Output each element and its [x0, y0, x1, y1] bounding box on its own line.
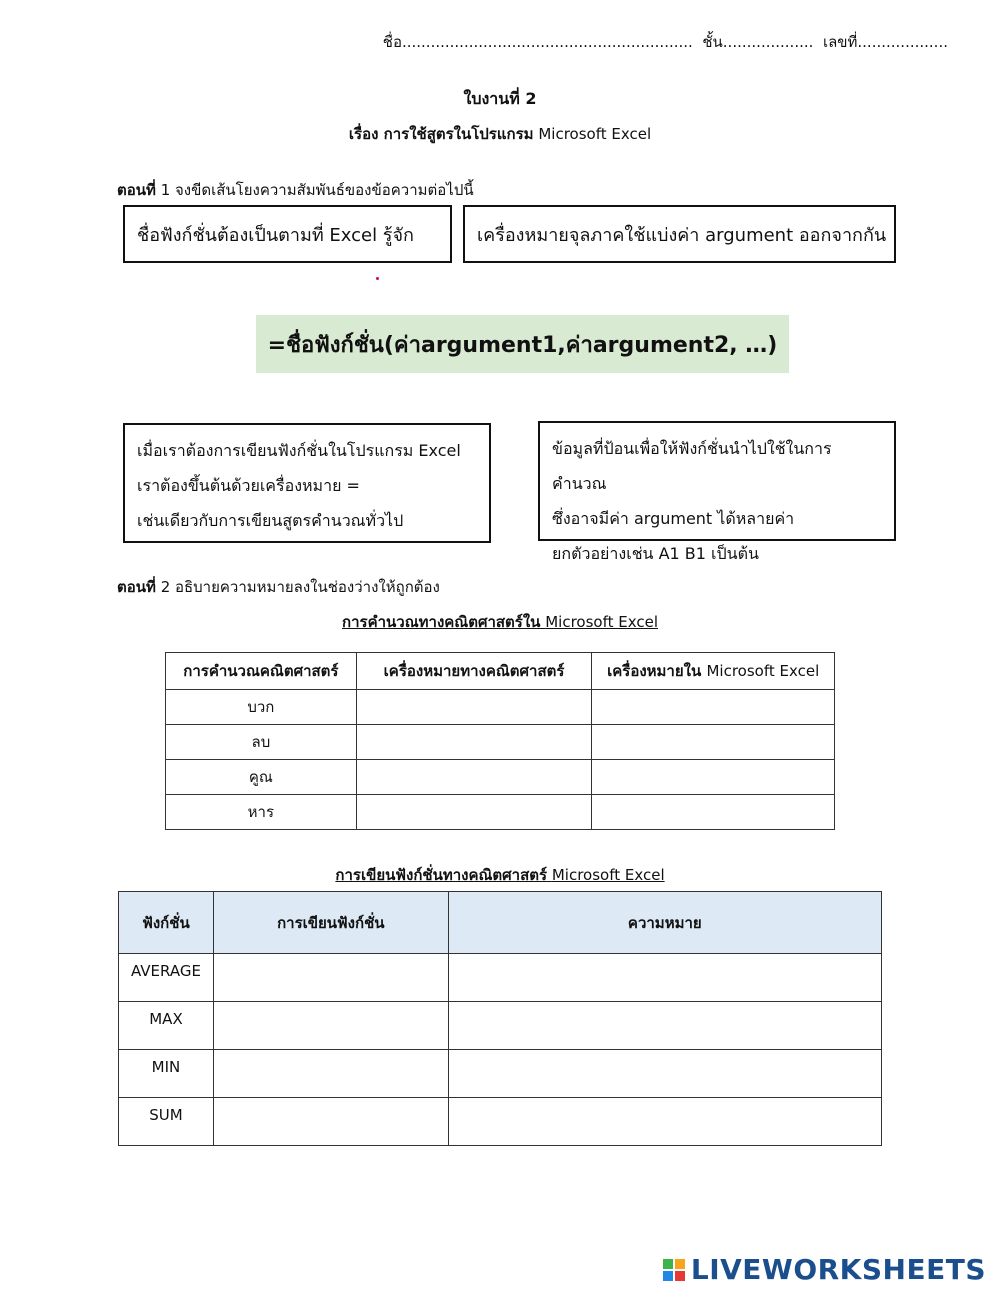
function-meaning-answer-cell[interactable] [448, 1050, 881, 1098]
name-field-label[interactable]: ชื่อ............................................................. [382, 33, 693, 51]
part1-label: ตอนที่ [117, 181, 156, 199]
match-box-bottom-left-line-2: เราต้องขึ้นต้นด้วยเครื่องหมาย = [137, 476, 360, 495]
function-meaning-answer-cell[interactable] [448, 1002, 881, 1050]
operation-cell: บวก [166, 690, 357, 725]
func-header-writing: การเขียนฟังก์ชั่น [213, 892, 448, 954]
math-caption-rest: Microsoft Excel [545, 613, 658, 631]
func-caption-bold: การเขียนฟังก์ชั่นทางคณิตศาสตร์ [335, 866, 548, 884]
function-name-cell: AVERAGE [119, 954, 214, 1002]
function-writing-answer-cell[interactable] [213, 954, 448, 1002]
table-row [166, 760, 835, 795]
math-symbol-answer-cell[interactable] [356, 725, 592, 760]
function-syntax-box[interactable] [256, 315, 789, 373]
math-header-operation: การคำนวณคณิตศาสตร์ [166, 653, 357, 690]
match-box-top-right[interactable] [463, 205, 896, 263]
student-info-line [383, 30, 948, 54]
math-symbols-table [165, 652, 835, 830]
part2-text: 2 อธิบายความหมายลงในช่องว่างให้ถูกต้อง [160, 578, 440, 596]
function-writing-answer-cell[interactable] [213, 1098, 448, 1146]
math-header-math-symbol: เครื่องหมายทางคณิตศาสตร์ [356, 653, 592, 690]
math-table-header-row [166, 653, 835, 690]
operation-cell: ลบ [166, 725, 357, 760]
math-symbol-answer-cell[interactable] [356, 795, 592, 830]
subtitle-prefix: เรื่อง การใช้สูตรในโปรแกรม [348, 125, 534, 143]
subtitle-program: Microsoft Excel [538, 125, 652, 143]
function-writing-answer-cell[interactable] [213, 1050, 448, 1098]
function-table-caption [0, 863, 1000, 887]
function-meaning-answer-cell[interactable] [448, 1098, 881, 1146]
part2-instruction [117, 575, 440, 599]
math-header-excel-rest: Microsoft Excel [706, 662, 820, 680]
table-row [119, 1002, 882, 1050]
table-row [166, 725, 835, 760]
func-caption-rest: Microsoft Excel [551, 866, 665, 884]
match-box-top-right-text: เครื่องหมายจุลภาคใช้แบ่งค่า argument ออกจากกัน [477, 224, 887, 246]
operation-cell: คูณ [166, 760, 357, 795]
class-field-label[interactable]: ชั้น................... [702, 33, 814, 51]
func-header-function: ฟังก์ชั่น [119, 892, 214, 954]
math-caption-bold: การคำนวณทางคณิตศาสตร์ใน [342, 613, 541, 631]
match-box-top-left[interactable] [123, 205, 452, 263]
connector-dot[interactable] [376, 277, 379, 280]
table-row [119, 954, 882, 1002]
liveworksheets-logo-text: LIVEWORKSHEETS [690, 1253, 986, 1286]
part2-label: ตอนที่ [117, 578, 156, 596]
number-field-label[interactable]: เลขที่................... [822, 33, 948, 51]
match-box-bottom-right-line-3: ยกตัวอย่างเช่น A1 B1 เป็นต้น [552, 544, 759, 563]
match-box-bottom-left-line-1: เมื่อเราต้องการเขียนฟังก์ชั่นในโปรแกรม Excel [137, 441, 461, 460]
math-symbol-answer-cell[interactable] [356, 690, 592, 725]
operation-cell: หาร [166, 795, 357, 830]
math-table-caption [0, 610, 1000, 634]
worksheet-subtitle [0, 122, 1000, 146]
functions-table [118, 891, 882, 1146]
match-box-bottom-right-line-1: ข้อมูลที่ป้อนเพื่อให้ฟังก์ชั่นนำไปใช้ในการคำนวณ [552, 439, 832, 493]
function-meaning-answer-cell[interactable] [448, 954, 881, 1002]
match-box-bottom-left-line-3: เช่นเดียวกับการเขียนสูตรคำนวณทั่วไป [137, 511, 404, 530]
function-name-cell: MAX [119, 1002, 214, 1050]
liveworksheets-logo [663, 1253, 986, 1286]
function-syntax-text: =ชื่อฟังก์ชั่น(ค่าargument1,ค่าargument2, …) [267, 332, 778, 358]
match-box-top-left-text: ชื่อฟังก์ชั่นต้องเป็นตามที่ Excel รู้จัก [137, 224, 414, 246]
excel-symbol-answer-cell[interactable] [592, 725, 835, 760]
func-header-meaning: ความหมาย [448, 892, 881, 954]
function-writing-answer-cell[interactable] [213, 1002, 448, 1050]
function-name-cell: MIN [119, 1050, 214, 1098]
part1-instruction [117, 178, 474, 202]
liveworksheets-logo-icon [663, 1259, 685, 1281]
math-header-excel-bold: เครื่องหมายใน [607, 662, 702, 680]
func-table-header-row [119, 892, 882, 954]
table-row [119, 1098, 882, 1146]
table-row [119, 1050, 882, 1098]
excel-symbol-answer-cell[interactable] [592, 795, 835, 830]
match-box-bottom-left[interactable] [123, 423, 491, 543]
table-row [166, 795, 835, 830]
match-box-bottom-right[interactable] [538, 421, 896, 563]
excel-symbol-answer-cell[interactable] [592, 690, 835, 725]
math-symbol-answer-cell[interactable] [356, 760, 592, 795]
math-header-excel-symbol [592, 653, 835, 690]
excel-symbol-answer-cell[interactable] [592, 760, 835, 795]
worksheet-title: ใบงานที่ 2 [463, 89, 537, 108]
match-box-bottom-right-line-2: ซึ่งอาจมีค่า argument ได้หลายค่า [552, 509, 795, 528]
function-name-cell: SUM [119, 1098, 214, 1146]
part1-text: 1 จงขีดเส้นโยงความสัมพันธ์ของข้อความต่อไปนี้ [160, 181, 474, 199]
table-row [166, 690, 835, 725]
